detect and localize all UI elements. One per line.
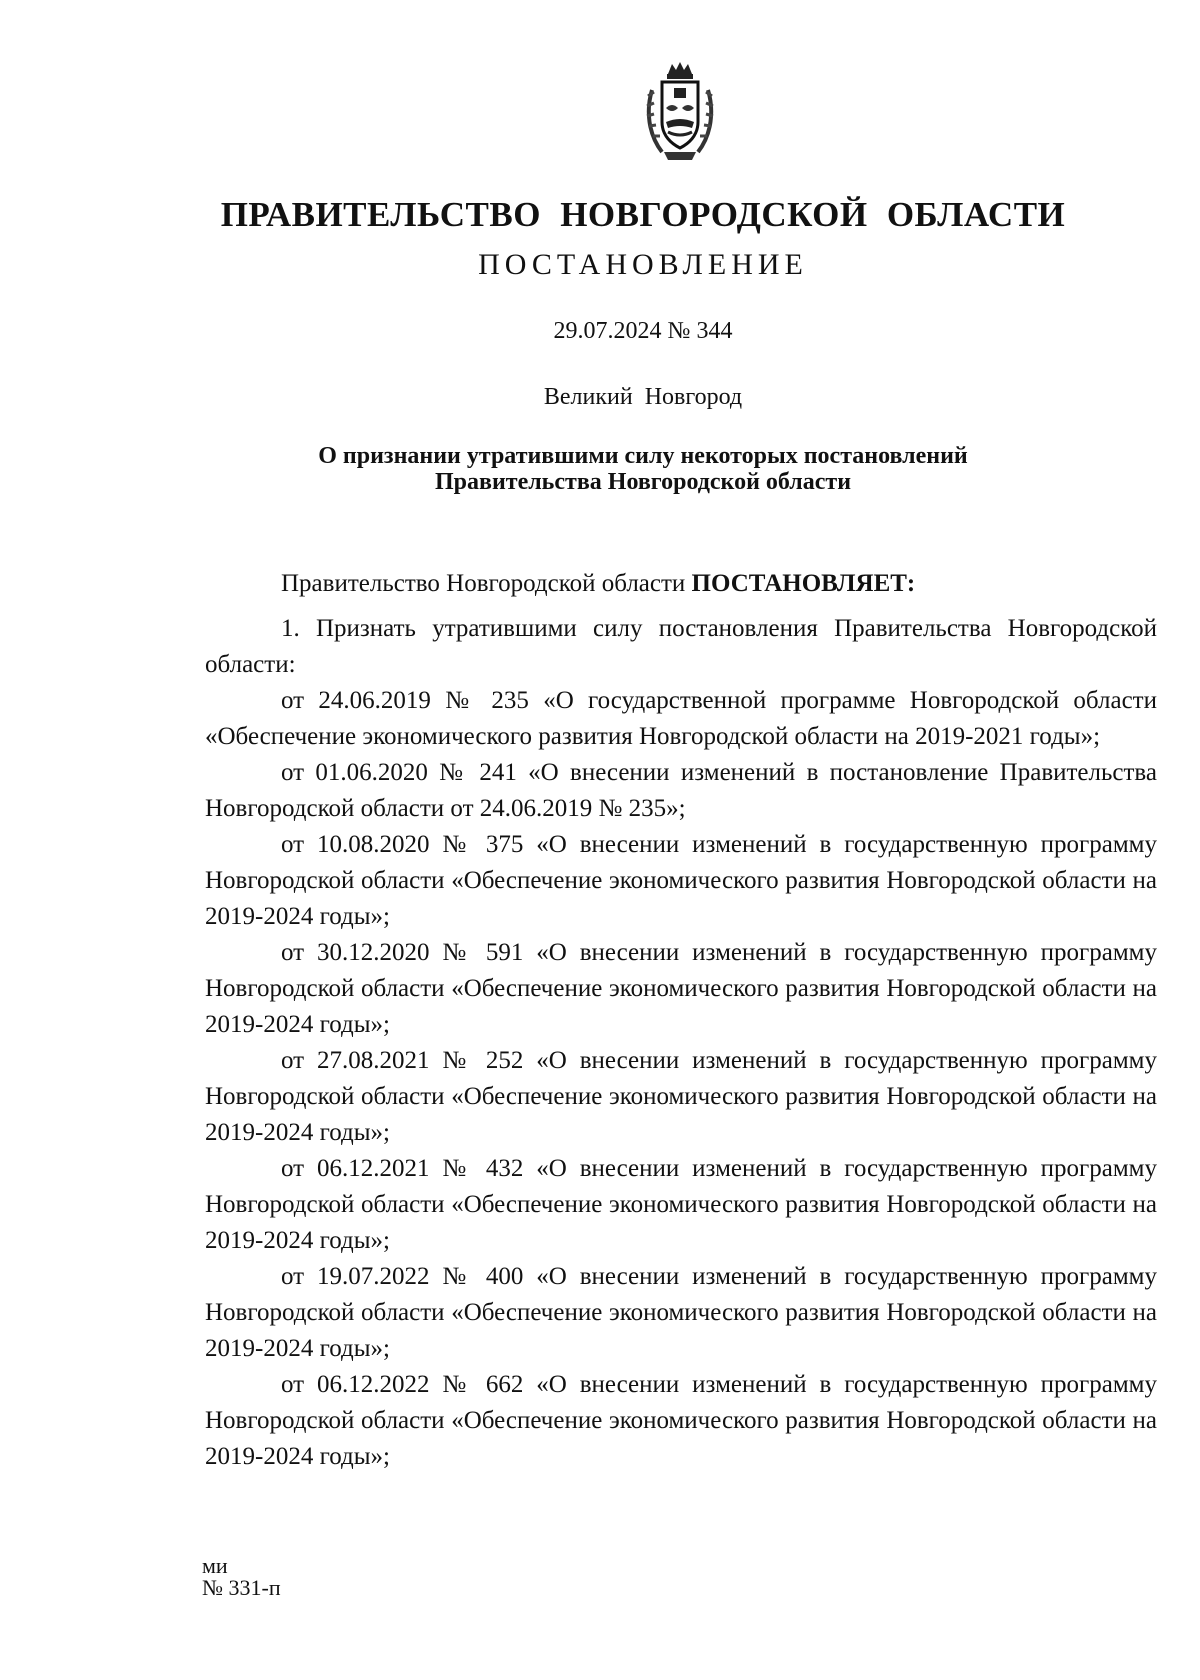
document-type: ПОСТАНОВЛЕНИЕ	[478, 248, 808, 281]
clause-1: 1. Признать утратившими силу постановления Правительства Новгородской области:	[205, 615, 1157, 678]
footer-code: № 331-п	[202, 1575, 281, 1600]
subject-line-2: Правительства Новгородской области	[434, 469, 852, 495]
list-item: от 10.08.2020 № 375 «О внесении изменений в государственную программу Новгородской области «Обеспечение экономического развития Новгородской области на 2019-2024 годы»;	[205, 831, 1157, 930]
intro-paragraph	[205, 566, 1157, 602]
list-item: от 01.06.2020 № 241 «О внесении изменений в постановление Правительства Новгородской области от 24.06.2019 № 235»;	[205, 759, 1157, 822]
subject-line-1: О признании утратившими силу некоторых постановлений	[318, 443, 968, 469]
intro-decree-word: ПОСТАНОВЛЯЕТ:	[691, 570, 916, 597]
footer-registration	[202, 1555, 281, 1599]
document-place: Великий Новгород	[543, 384, 743, 410]
intro-text: Правительство Новгородской области	[281, 570, 692, 597]
list-item: от 06.12.2022 № 662 «О внесении изменений в государственную программу Новгородской области «Обеспечение экономического развития Новгородской области на 2019-2024 годы»;	[205, 1371, 1157, 1470]
list-item: от 30.12.2020 № 591 «О внесении изменений в государственную программу Новгородской области «Обеспечение экономического развития Новгородской области на 2019-2024 годы»;	[205, 939, 1157, 1038]
coat-of-arms-icon	[642, 60, 718, 164]
list-item: от 19.07.2022 № 400 «О внесении изменений в государственную программу Новгородской области «Обеспечение экономического развития Новгородской области на 2019-2024 годы»;	[205, 1263, 1157, 1362]
footer-initials: ми	[202, 1553, 228, 1578]
government-name: ПРАВИТЕЛЬСТВО НОВГОРОДСКОЙ ОБЛАСТИ	[220, 195, 1066, 234]
document-date-number: 29.07.2024 № 344	[553, 318, 733, 344]
list-item: от 06.12.2021 № 432 «О внесении изменений в государственную программу Новгородской области «Обеспечение экономического развития Новгородской области на 2019-2024 годы»;	[205, 1155, 1157, 1254]
list-item: от 24.06.2019 № 235 «О государственной программе Новгородской области «Обеспечение экономического развития Новгородской области на 2019-2021 годы»;	[205, 687, 1157, 750]
list-item: от 27.08.2021 № 252 «О внесении изменений в государственную программу Новгородской области «Обеспечение экономического развития Новгородской области на 2019-2024 годы»;	[205, 1047, 1157, 1146]
document-body	[205, 566, 1157, 1475]
document-subject	[0, 443, 1200, 495]
